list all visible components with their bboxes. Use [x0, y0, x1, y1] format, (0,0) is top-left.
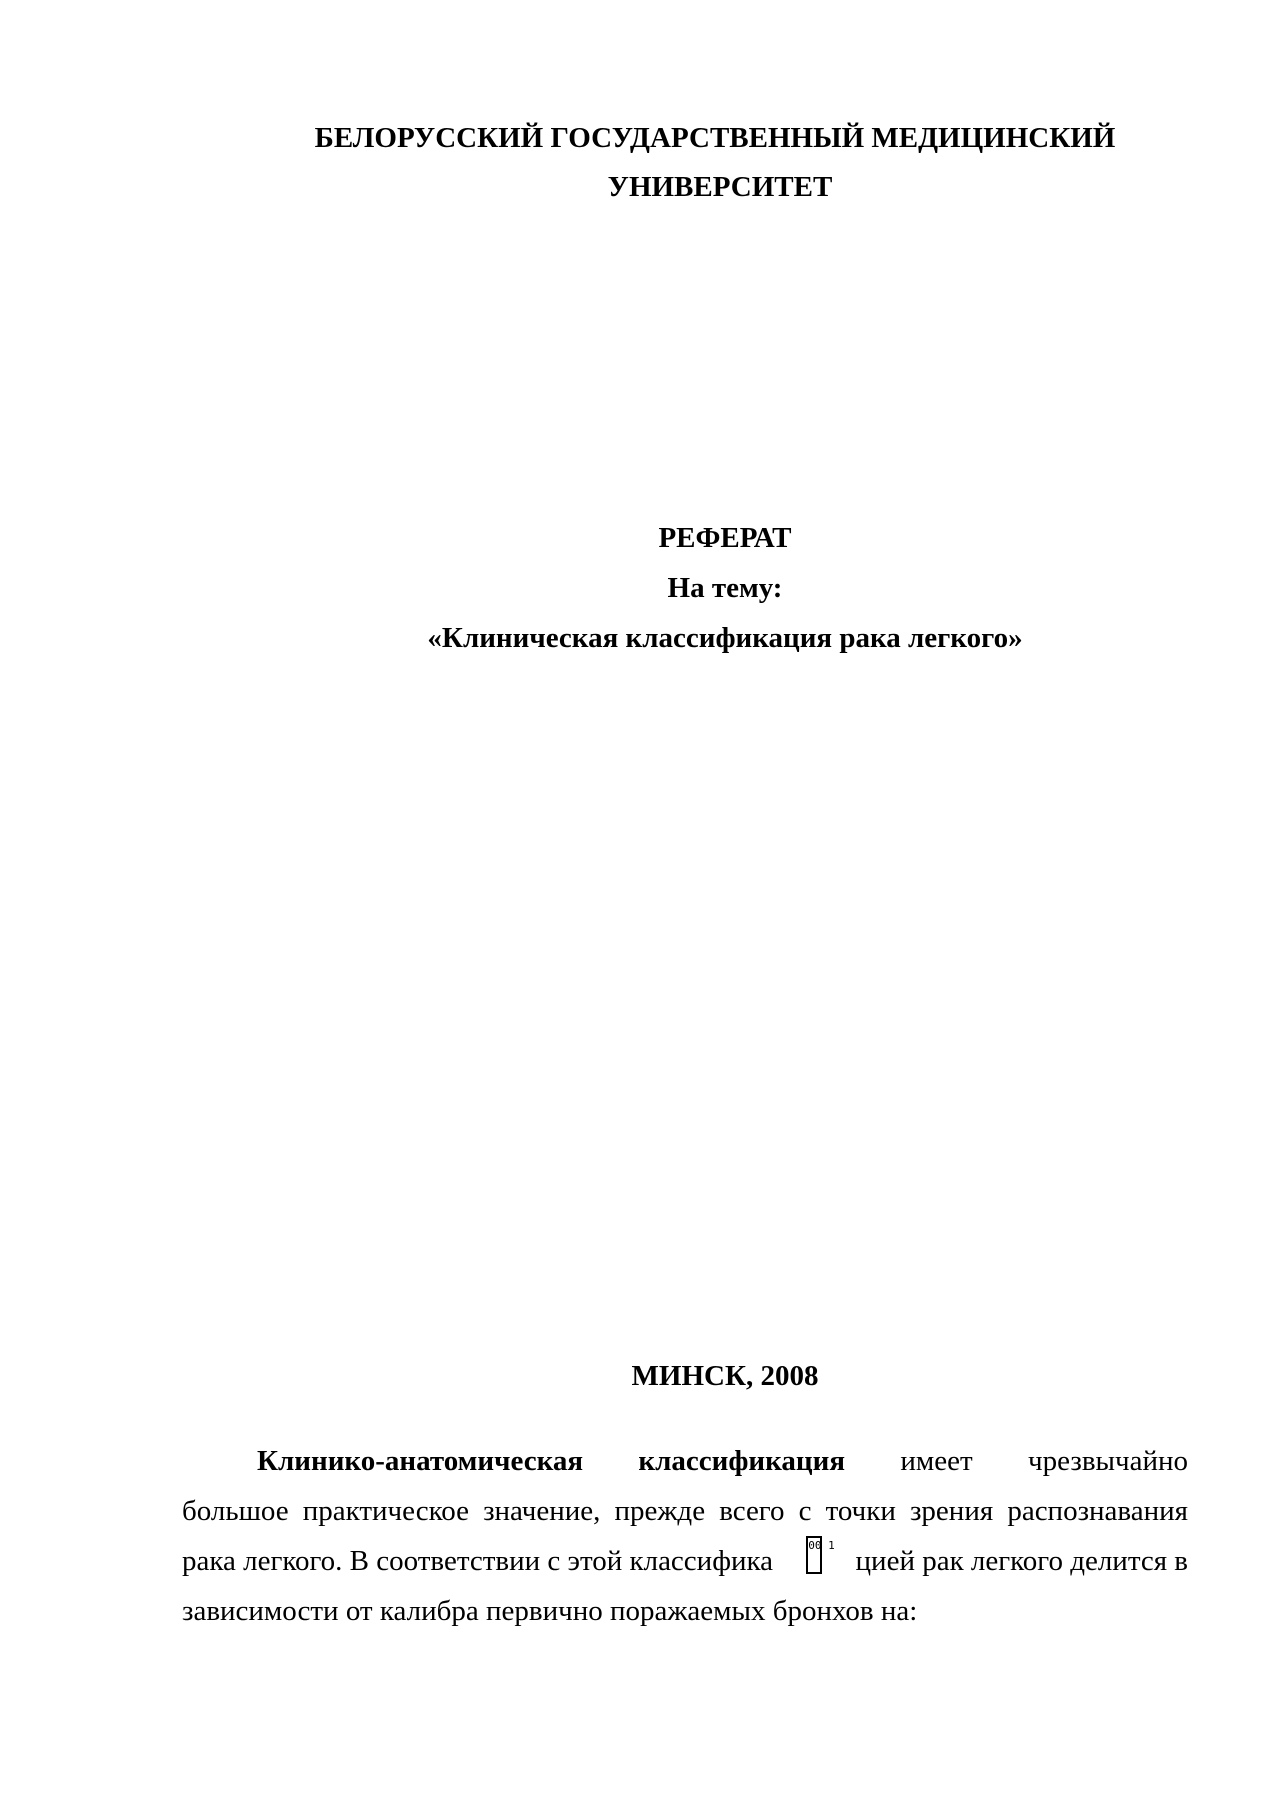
- paragraph-line-2: большое практическое значение, прежде всего с точки зрения распознавания: [182, 1495, 1188, 1527]
- paragraph-line-3: [182, 1536, 1188, 1586]
- missing-glyph-box: 00 1: [806, 1536, 822, 1574]
- document-type-title: РЕФЕРАТ: [658, 522, 792, 554]
- university-name-line1: БЕЛОРУССКИЙ ГОСУДАРСТВЕННЫЙ МЕДИЦИНСКИЙ: [314, 122, 1116, 154]
- city-year: МИНСК, 2008: [631, 1360, 819, 1392]
- bold-term: Клинико-анатомическая классификация: [257, 1445, 846, 1477]
- paragraph-line-3-part-b: цией рак легкого делится в: [855, 1545, 1188, 1577]
- paragraph-line-4: зависимости от калибра первично поражаемых бронхов на:: [182, 1595, 918, 1627]
- body-paragraph: [182, 1436, 1188, 1636]
- topic-label: На тему:: [667, 572, 783, 604]
- paragraph-line-1: [182, 1436, 1188, 1486]
- paragraph-line-3-part-a: рака легкого. В соответствии с этой классифика: [182, 1545, 774, 1577]
- university-name-line2: УНИВЕРСИТЕТ: [607, 171, 833, 203]
- paragraph-line-1-rest: имеет чрезвычайно: [900, 1445, 1188, 1477]
- topic-title: «Клиническая классификация рака легкого»: [427, 622, 1023, 654]
